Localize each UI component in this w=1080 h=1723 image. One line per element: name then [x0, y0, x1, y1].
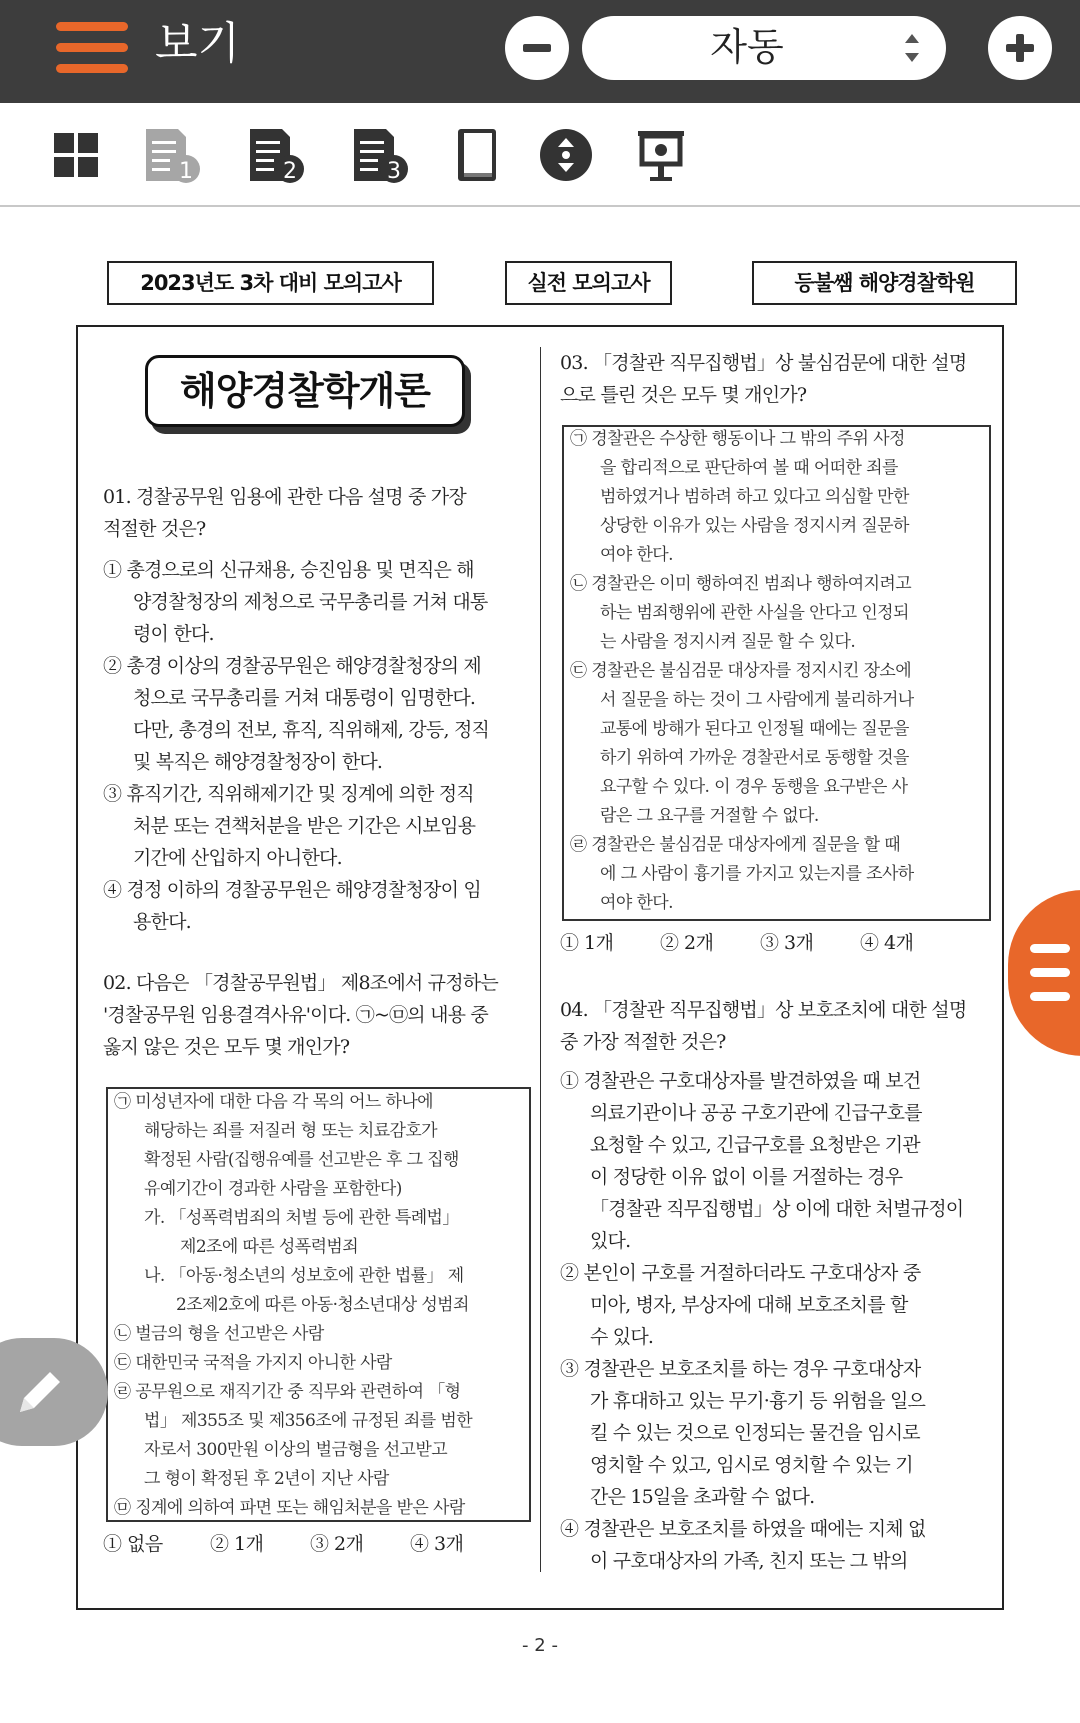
box-line: 확정된 사람(집행유예를 선고받은 후 그 집행: [144, 1150, 459, 1170]
option-1: [103, 554, 523, 650]
menu-icon: [1030, 944, 1070, 953]
box-line: ㉣ 공무원으로 재직기간 중 직무와 관련하여 「형: [114, 1382, 461, 1402]
question-1: [103, 481, 523, 545]
document-page[interactable]: [0, 207, 1080, 1723]
page-layout-2-icon[interactable]: [246, 125, 306, 185]
box-line: ㉤ 징계에 의하여 파면 또는 해임처분을 받은 사람: [114, 1498, 465, 1518]
box-line: 요구할 수 있다. 이 경우 동행을 요구받은 사: [600, 777, 908, 797]
book-icon[interactable]: [450, 125, 510, 185]
q2-conditions: [114, 1088, 528, 1523]
zoom-select[interactable]: [582, 16, 946, 80]
question-3-line: 03. 「경찰관 직무집행법」상 불심검문에 대한 설명: [560, 352, 967, 374]
option-2: [560, 1257, 980, 1353]
option-line: ③ 휴직기간, 직위해제기간 및 징계에 의한 정직: [103, 783, 474, 805]
q3-statements: [570, 425, 988, 918]
option-line: 미아, 병자, 부상자에 대해 보호조치를 할: [590, 1294, 908, 1316]
box-line: ㉡ 경찰관은 이미 행하여진 범죄나 행하여지려고: [570, 574, 912, 594]
q2-answer-2: ② 1개: [210, 1533, 264, 1555]
option-line: ① 경찰관은 구호대상자를 발견하였을 때 보건: [560, 1070, 921, 1092]
box-line: 하기 위하여 가까운 경찰관서로 동행할 것을: [600, 748, 909, 768]
question-4-line: 04. 「경찰관 직무집행법」상 보호조치에 대한 설명: [560, 999, 967, 1021]
question-2-line: '경찰공무원 임용결격사유'이다. ㉠~㉤의 내용 중: [103, 1004, 488, 1026]
box-line: 교통에 방해가 된다고 인정될 때에는 질문을: [600, 719, 909, 739]
q2-answer-3: ③ 2개: [310, 1533, 364, 1555]
option-line: ② 본인이 구호를 거절하더라도 구호대상자 중: [560, 1262, 921, 1284]
option-line: 「경찰관 직무집행법」상 이에 대한 처벌규정이: [590, 1198, 964, 1220]
option-line: ④ 경정 이하의 경찰공무원은 해양경찰청장이 임: [103, 879, 481, 901]
option-line: 영치할 수 있고, 임시로 영치할 수 있는 기: [590, 1454, 913, 1476]
exam-type-box: 실전 모의고사: [505, 261, 672, 305]
box-line: 하는 범죄행위에 관한 사실을 안다고 인정되: [600, 603, 909, 623]
zoom-in-button[interactable]: [988, 16, 1052, 80]
box-line: 람은 그 요구를 거절할 수 없다.: [600, 806, 819, 826]
box-line: ㉢ 대한민국 국적을 가지지 아니한 사람: [114, 1353, 392, 1373]
question-3-line: 으로 틀린 것은 모두 몇 개인가?: [560, 384, 807, 406]
box-line: 제2조에 따른 성폭력범죄: [180, 1237, 359, 1257]
box-line: 나. 「아동·청소년의 성보호에 관한 법률」 제: [144, 1266, 464, 1286]
option-line: 요청할 수 있고, 긴급구호를 요청받은 기관: [590, 1134, 920, 1156]
option-3: [560, 1353, 980, 1513]
box-line: 해당하는 죄를 저질러 형 또는 치료감호가: [144, 1121, 437, 1141]
page-number: - 2 -: [522, 1635, 558, 1656]
question-2-line: 02. 다음은 「경찰공무원법」 제8조에서 규정하는: [103, 972, 498, 994]
page-layout-3-icon[interactable]: [350, 125, 410, 185]
question-3: [560, 347, 980, 411]
option-line: 청으로 국무총리를 거쳐 대통령이 임명한다.: [133, 687, 476, 709]
box-line: 가. 「성폭력범죄의 처벌 등에 관한 특례법」: [144, 1208, 459, 1228]
option-3: [103, 778, 523, 874]
q4-options: [560, 1065, 980, 1577]
option-line: 이 구호대상자의 가족, 친지 또는 그 밖의: [590, 1550, 908, 1572]
option-line: ① 총경으로의 신규채용, 승진임용 및 면직은 해: [103, 559, 474, 581]
option-line: 있다.: [590, 1230, 631, 1252]
option-line: 령이 한다.: [133, 623, 214, 645]
box-line: 여야 한다.: [600, 893, 673, 913]
presentation-icon[interactable]: [632, 125, 692, 185]
option-line: 이 정당한 이유 없이 이를 거절하는 경우: [590, 1166, 903, 1188]
q2-answer-4: ④ 3개: [410, 1533, 464, 1555]
option-line: 양경찰청장의 제청으로 국무총리를 거쳐 대통: [133, 591, 488, 613]
q3-answer-1: ① 1개: [560, 932, 614, 954]
column-divider: [540, 347, 541, 1572]
box-line: 을 합리적으로 판단하여 볼 때 어떠한 죄를: [600, 458, 898, 478]
zoom-value: 자동: [710, 25, 784, 69]
option-line: 다만, 총경의 전보, 휴직, 직위해제, 강등, 정직: [133, 719, 490, 741]
option-line: ② 총경 이상의 경찰공무원은 해양경찰청장의 제: [103, 655, 481, 677]
app-title: 보기: [155, 18, 241, 69]
menu-icon-bar: [1030, 968, 1070, 977]
q1-options: [103, 554, 523, 938]
box-line: 는 사람을 정지시켜 질문 할 수 있다.: [600, 632, 856, 652]
zoom-out-button[interactable]: [505, 16, 569, 80]
select-arrows-icon: [904, 34, 920, 62]
option-line: 킬 수 있는 것으로 인정되는 물건을 임시로: [590, 1422, 920, 1444]
option-line: ③ 경찰관은 보호조치를 하는 경우 구호대상자: [560, 1358, 921, 1380]
box-line: 2조제2호에 따른 아동·청소년대상 성범죄: [176, 1295, 469, 1315]
box-line: 그 형이 확정된 후 2년이 지난 사람: [144, 1469, 389, 1489]
box-line: 에 그 사람이 흉기를 가지고 있는지를 조사하: [600, 864, 914, 884]
option-line: 용한다.: [133, 911, 191, 933]
layout-number-2: 2: [283, 159, 297, 184]
option-line: 및 복직은 해양경찰청장이 한다.: [133, 751, 383, 773]
option-line: 의료기관이나 공공 구호기관에 긴급구호를: [590, 1102, 922, 1124]
box-line: ㉢ 경찰관은 불심검문 대상자를 정지시킨 장소에: [570, 661, 912, 681]
option-line: 기간에 산입하지 아니한다.: [133, 847, 342, 869]
scroll-mode-icon[interactable]: [536, 125, 596, 185]
question-4: [560, 994, 980, 1058]
question-1-line: 01. 경찰공무원 임용에 관한 다음 설명 중 가장: [103, 486, 466, 508]
option-2: [103, 650, 523, 778]
option-line: 처분 또는 견책처분을 받은 기간은 시보임용: [133, 815, 476, 837]
layout-number-3: 3: [387, 159, 401, 184]
q2-answer-1: ① 없음: [103, 1533, 163, 1555]
option-line: ④ 경찰관은 보호조치를 하였을 때에는 지체 없: [560, 1518, 926, 1540]
page-layout-1-icon[interactable]: [142, 125, 202, 185]
box-line: 범하였거나 범하려 하고 있다고 의심할 만한: [600, 487, 909, 507]
option-line: 수 있다.: [590, 1326, 654, 1348]
option-line: 간은 15일을 초과할 수 없다.: [590, 1486, 815, 1508]
option-4: [560, 1513, 980, 1577]
menu-icon-bar: [1030, 992, 1070, 1001]
box-line: ㉣ 경찰관은 불심검문 대상자에게 질문을 할 때: [570, 835, 901, 855]
plus-icon-vertical: [1016, 34, 1024, 62]
q3-answer-3: ③ 3개: [760, 932, 814, 954]
box-line: ㉠ 미성년자에 대한 다음 각 목의 어느 하나에: [114, 1092, 434, 1112]
question-2: [103, 967, 523, 1063]
box-line: 서 질문을 하는 것이 그 사람에게 불리하거나: [600, 690, 914, 710]
box-line: 상당한 이유가 있는 사람을 정지시켜 질문하: [600, 516, 909, 536]
box-line: ㉠ 경찰관은 수상한 행동이나 그 밖의 주위 사정: [570, 429, 905, 449]
option-4: [103, 874, 523, 938]
box-line: 유예기간이 경과한 사람을 포함한다): [144, 1179, 402, 1199]
q3-answer-4: ④ 4개: [860, 932, 914, 954]
minus-icon: [523, 44, 551, 52]
question-1-line: 적절한 것은?: [103, 518, 206, 540]
box-line: ㉡ 벌금의 형을 선고받은 사람: [114, 1324, 324, 1344]
option-1: [560, 1065, 980, 1257]
view-toolbar: [0, 103, 1080, 207]
box-line: 법」 제355조 및 제356조에 규정된 죄를 범한: [144, 1411, 473, 1431]
academy-box: 등불쌤 해양경찰학원: [752, 261, 1017, 305]
pencil-icon: [12, 1364, 68, 1420]
q3-answer-2: ② 2개: [660, 932, 714, 954]
menu-icon[interactable]: [56, 22, 128, 74]
box-line: 자로서 300만원 이상의 벌금형을 선고받고: [144, 1440, 448, 1460]
grid-view-icon[interactable]: [50, 125, 110, 185]
top-app-bar: [0, 0, 1080, 103]
exam-title-box: 2023년도 3차 대비 모의고사: [107, 261, 434, 305]
annotation-pen-button[interactable]: [0, 1338, 108, 1446]
question-4-line: 중 가장 적절한 것은?: [560, 1031, 726, 1053]
layout-number-1: 1: [179, 159, 193, 184]
box-line: 여야 한다.: [600, 545, 673, 565]
option-line: 가 휴대하고 있는 무기·흉기 등 위험을 일으: [590, 1390, 926, 1412]
question-2-line: 옳지 않은 것은 모두 몇 개인가?: [103, 1036, 350, 1058]
subject-title: 해양경찰학개론: [145, 355, 465, 427]
